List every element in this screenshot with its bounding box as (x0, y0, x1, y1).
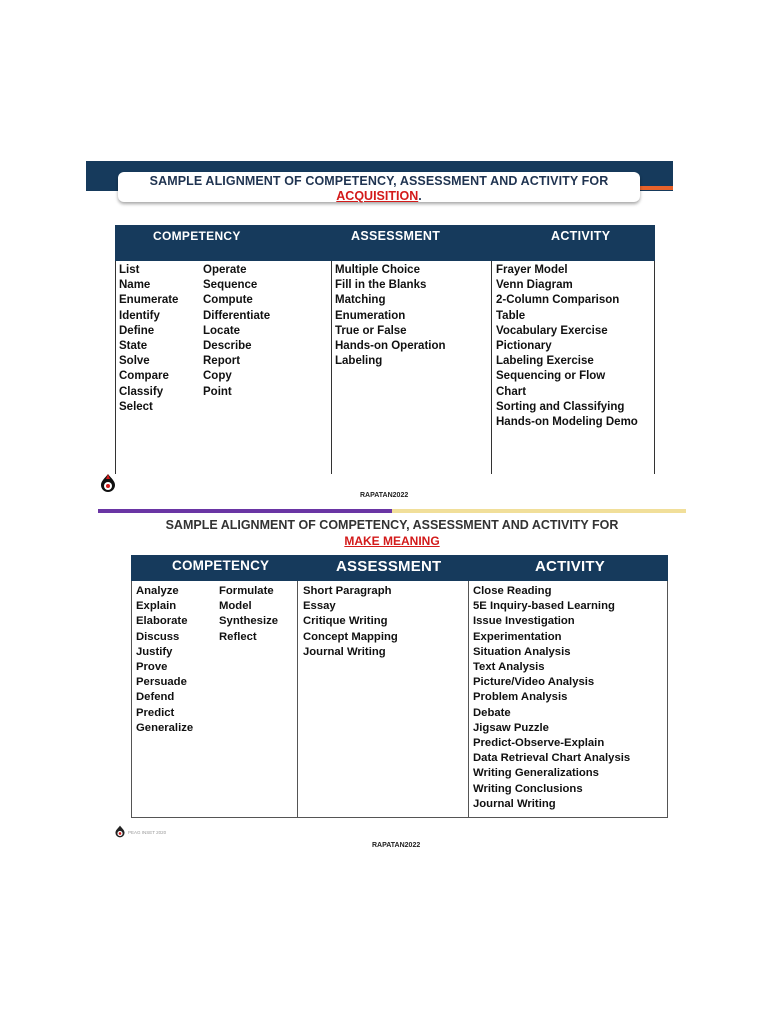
header-competency: COMPETENCY (172, 558, 270, 573)
list-item: Synthesize (219, 615, 279, 628)
list-item: Frayer Model (496, 264, 568, 276)
list-item: Predict (136, 706, 175, 719)
list-item: Experimentation (473, 630, 562, 643)
list-item: Sorting and Classifying (496, 400, 625, 413)
footer-label: RAPATAN2022 (372, 842, 421, 849)
list-item: Compare (119, 370, 169, 383)
logo-caption: PEAG INSET 2020 (128, 830, 167, 835)
list-item: Justify (136, 645, 173, 658)
list-item: Writing Conclusions (473, 782, 583, 795)
list-item: Point (203, 385, 232, 398)
list-item: Differentiate (203, 309, 271, 322)
list-item: Predict-Observe-Explain (473, 737, 605, 750)
list-item: Classify (119, 385, 164, 398)
competency-list-1 (119, 263, 178, 415)
list-item: Data Retrieval Chart Analysis (473, 752, 631, 765)
list-item: Reflect (219, 630, 257, 643)
slide-title-punct: . (418, 189, 422, 203)
header-competency: COMPETENCY (153, 229, 241, 243)
list-item: 2-Column Comparison (496, 294, 620, 307)
header-assessment: ASSESSMENT (336, 558, 442, 575)
slide-title-keyword: ACQUISITION (336, 189, 419, 203)
list-item: Copy (203, 370, 232, 383)
list-item: Hands-on Operation (335, 340, 446, 353)
list-item: Analyze (136, 585, 179, 597)
activity-list (473, 584, 630, 812)
list-item: Prove (136, 661, 168, 674)
list-item: Identify (119, 309, 160, 322)
list-item: Enumeration (335, 309, 406, 322)
list-item: Fill in the Blanks (335, 279, 427, 292)
list-item: Model (219, 600, 252, 613)
list-item: Compute (203, 294, 253, 307)
list-item: Situation Analysis (473, 645, 571, 658)
list-item: Elaborate (136, 615, 188, 628)
list-item: Text Analysis (473, 661, 545, 674)
list-item: Close Reading (473, 585, 552, 597)
competency-list-2 (219, 584, 278, 645)
list-item: Issue Investigation (473, 615, 575, 628)
accent-bar (640, 186, 673, 190)
list-item: Short Paragraph (303, 585, 392, 597)
list-item: Picture/Video Analysis (473, 676, 595, 689)
list-item: Discuss (136, 630, 180, 643)
list-item: Labeling (335, 355, 383, 368)
list-item: True or False (335, 324, 407, 337)
list-item: Problem Analysis (473, 691, 568, 704)
logo-icon (114, 825, 126, 838)
list-item: Journal Writing (473, 797, 556, 810)
column-divider (468, 581, 469, 818)
list-item: Writing Generalizations (473, 767, 599, 780)
column-divider (297, 581, 298, 818)
accent-bar-purple (98, 509, 392, 513)
header-assessment: ASSESSMENT (351, 229, 441, 243)
list-item: Report (203, 355, 241, 368)
list-item: List (119, 264, 140, 276)
competency-list-2 (203, 263, 270, 400)
list-item: 5E Inquiry-based Learning (473, 600, 615, 613)
list-item: Venn Diagram (496, 279, 573, 292)
list-item: Persuade (136, 676, 187, 689)
list-item: Sequencing or Flow (496, 370, 606, 383)
list-item: Labeling Exercise (496, 355, 594, 368)
list-item: Hands-on Modeling Demo (496, 416, 638, 429)
list-item: Table (496, 309, 526, 322)
list-item: Explain (136, 600, 177, 613)
assessment-list (335, 263, 446, 369)
list-item: Pictionary (496, 340, 552, 353)
list-item: Name (119, 279, 151, 292)
list-item: Defend (136, 691, 175, 704)
list-item: Multiple Choice (335, 264, 420, 276)
list-item: Describe (203, 340, 252, 353)
list-item: Jigsaw Puzzle (473, 721, 549, 734)
slide-title-line2 (118, 189, 640, 203)
slide-title-line1: SAMPLE ALIGNMENT OF COMPETENCY, ASSESSMENT AND ACTIVITY FOR (149, 174, 609, 188)
list-item: Formulate (219, 585, 274, 597)
accent-bar-yellow (392, 509, 686, 513)
list-item: Operate (203, 264, 247, 276)
title-box (118, 172, 640, 202)
header-activity: ACTIVITY (535, 558, 605, 575)
list-item: Chart (496, 385, 527, 398)
column-divider (115, 261, 116, 474)
list-item: Solve (119, 355, 150, 368)
competency-list-1 (136, 584, 193, 736)
list-item: State (119, 340, 148, 353)
list-item: Concept Mapping (303, 630, 398, 643)
list-item: Sequence (203, 279, 258, 292)
list-item: Define (119, 324, 155, 337)
list-item: Select (119, 400, 153, 413)
footer-label: RAPATAN2022 (360, 492, 409, 499)
list-item: Generalize (136, 721, 194, 734)
column-divider (331, 261, 332, 474)
slide-title-line2: MAKE MEANING (344, 534, 440, 548)
logo-icon (99, 473, 117, 493)
assessment-list (303, 584, 398, 660)
list-item: Locate (203, 324, 241, 337)
slide-title-line1: SAMPLE ALIGNMENT OF COMPETENCY, ASSESSMENT AND ACTIVITY FOR (165, 518, 619, 532)
list-item: Enumerate (119, 294, 179, 307)
list-item: Journal Writing (303, 645, 386, 658)
list-item: Matching (335, 294, 386, 307)
header-activity: ACTIVITY (551, 229, 611, 243)
list-item: Vocabulary Exercise (496, 324, 608, 337)
column-divider (491, 261, 492, 474)
list-item: Essay (303, 600, 336, 613)
column-divider (654, 261, 655, 474)
activity-list (496, 263, 638, 430)
list-item: Debate (473, 706, 511, 719)
list-item: Critique Writing (303, 615, 388, 628)
